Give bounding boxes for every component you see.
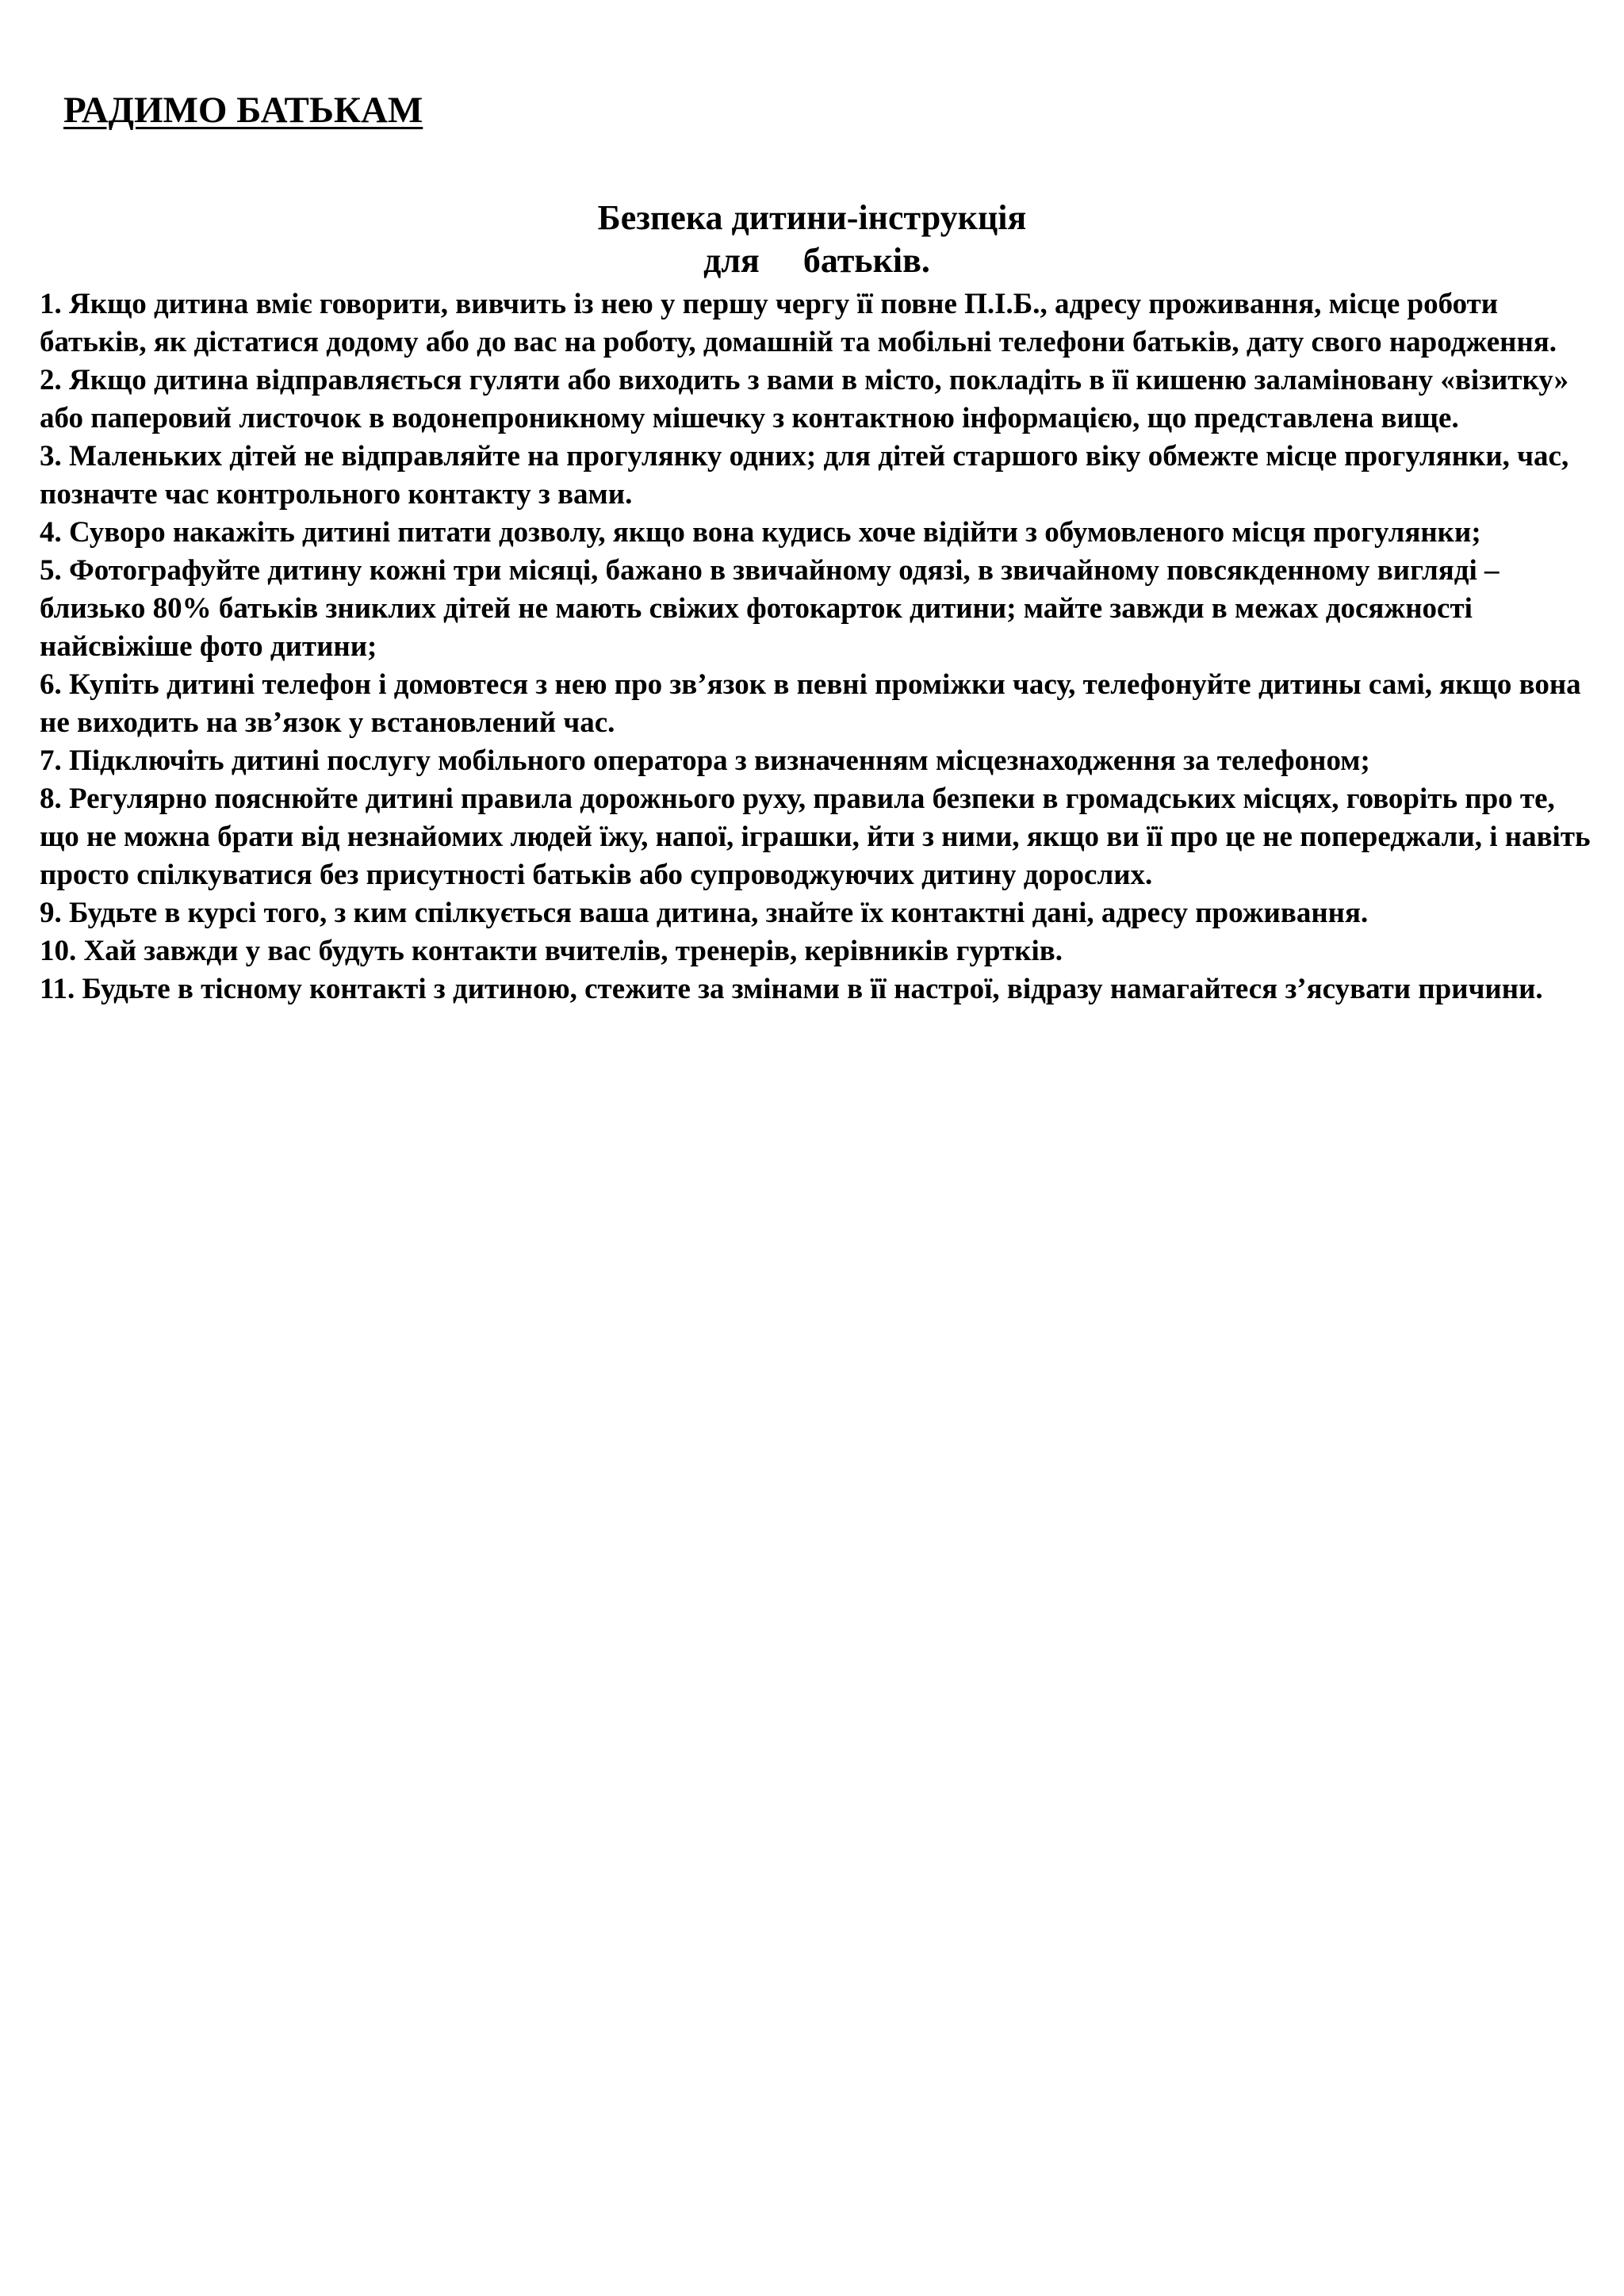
instruction-item-8: 8. Регулярно пояснюйте дитині правила дорожнього руху, правила безпеки в громадських місцях, говоріть про те, що не можна брати від незнайомих людей їжу, напої, іграшки, йти з ними, якщо ви її про це не попереджали, і навіть просто спілкуватися без присутності батьків або супроводжуючих дитину дорослих. bbox=[40, 783, 1591, 891]
document-title bbox=[0, 197, 1624, 282]
title-line-1: Безпека дитини-інструкція bbox=[597, 198, 1027, 237]
instruction-item-11: 11. Будьте в тісному контакті з дитиною, стежите за змінами в її настрої, відразу намагайтеся з’ясувати причини. bbox=[40, 973, 1543, 1005]
title-line-2: для батьків. bbox=[703, 241, 930, 280]
instruction-item-4: 4. Суворо накажіть дитині питати дозволу, якщо вона кудись хоче відійти з обумовленого місця прогулянки; bbox=[40, 516, 1481, 549]
instruction-item-3: 3. Маленьких дітей не відправляйте на прогулянку одних; для дітей старшого віку обмежте місце прогулянки, час, позначте час контрольного контакту з вами. bbox=[40, 440, 1569, 511]
instruction-item-1: 1. Якщо дитина вміє говорити, вивчить із нею у першу чергу її повне П.І.Б., адресу проживання, місце роботи батьків, як дістатися додому або до вас на роботу, домашній та мобільні телефони батьків, дату свого народження. bbox=[40, 288, 1557, 358]
instruction-item-2: 2. Якщо дитина відправляється гуляти або виходить з вами в місто, покладіть в її кишеню заламіновану «візитку» або паперовий листочок в водонепроникному мішечку з контактною інформацією, що представлена вище. bbox=[40, 364, 1569, 434]
instruction-item-6: 6. Купіть дитині телефон і домовтеся з нею про зв’язок в певні проміжки часу, телефонуйте дитины самі, якщо вона не виходить на зв’язок у встановлений час. bbox=[40, 668, 1581, 739]
instruction-list bbox=[40, 285, 1594, 1008]
instruction-item-10: 10. Хай завжди у вас будуть контакти вчителів, тренерів, керівників гуртків. bbox=[40, 935, 1063, 967]
instruction-item-5: 5. Фотографуйте дитину кожні три місяці, бажано в звичайному одязі, в звичайному повсякденному вигляді – близько 80% батьків зниклих дітей не мають свіжих фотокарток дитини; майте завжди в межах досяжності найсвіжіше фото дитини; bbox=[40, 554, 1500, 663]
instruction-item-7: 7. Підключіть дитині послугу мобільного оператора з визначенням місцезнаходження за телефоном; bbox=[40, 744, 1370, 777]
page-header: РАДИМО БАТЬКАМ bbox=[63, 90, 423, 131]
instruction-item-9: 9. Будьте в курсі того, з ким спілкується ваша дитина, знайте їх контактні дані, адресу проживання. bbox=[40, 897, 1369, 929]
